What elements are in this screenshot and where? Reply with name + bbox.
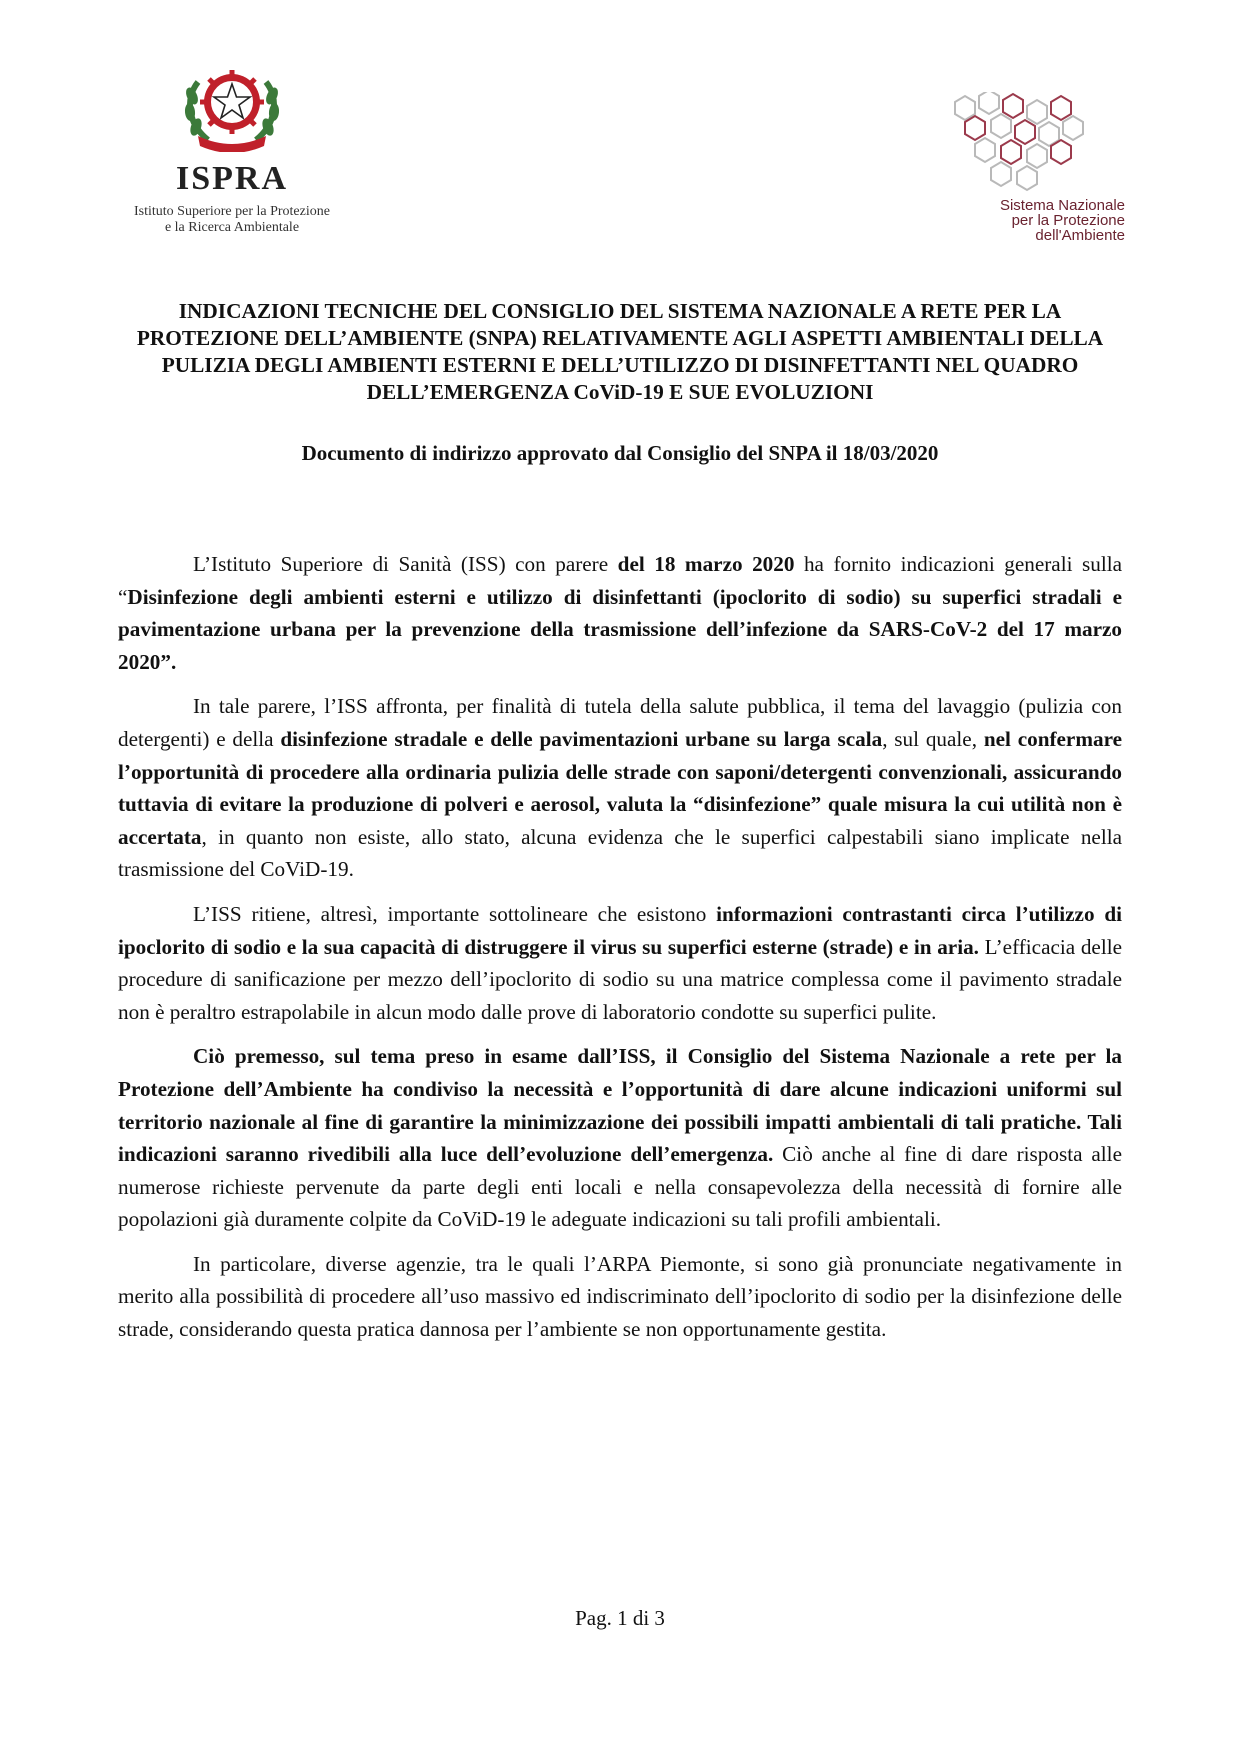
text-run: Ciò anche al fine di dare risposta alle numerose richieste pervenute da parte degli enti locali e nella consapevolezza della necessità di fornire alle popolazioni già duramente colpite da CoViD-19 le adeguate indicazioni su tali profili ambientali. bbox=[118, 1142, 1122, 1232]
bold-run: informazioni contrastanti circa l’utilizzo di ipoclorito di sodio e la sua capacità di distruggere il virus su superfici esterne (strade) e in aria. bbox=[118, 901, 1122, 959]
bold-run: nel confermare l’opportunità di procedere alla ordinaria pulizia delle strade con saponi/detergenti convenzionali, assicurando tuttavia di evitare la produzione di polveri e aerosol, valuta la “disinfezione” quale misura la cui utilità non è accertata bbox=[118, 726, 1123, 849]
bold-run: Disinfezione degli ambienti esterni e utilizzo di disinfettanti (ipoclorito di sodio) su superfici stradali e pavimentazione urbana per la prevenzione della trasmissione dell’infezione da SARS-CoV-2 del 17 marzo 2020”. bbox=[118, 584, 1122, 674]
document-subtitle: Documento di indirizzo approvato dal Consiglio del SNPA il 18/03/2020 bbox=[301, 441, 939, 465]
snpa-line-1: Sistema Nazionale bbox=[999, 197, 1125, 214]
snpa-logo bbox=[925, 92, 1135, 243]
text-run: , sul quale, bbox=[882, 726, 984, 751]
paragraph-4 bbox=[118, 1040, 1122, 1236]
text-run: L’ISS ritiene, altresì, importante sottolineare che esistono bbox=[193, 901, 717, 926]
paragraph-5 bbox=[118, 1248, 1122, 1346]
bold-run: Ciò premesso, sul tema preso in esame dall’ISS, il Consiglio del Sistema Nazionale a rete per la Protezione dell’Ambiente ha condiviso la necessità e l’opportunità di dare alcune indicazioni uniformi sul territorio nazionale al fine di garantire la minimizzazione dei possibili impatti ambientali di tali pratiche. Tali indicazioni saranno rivedibili alla luce dell’evoluzione dell’emergenza. bbox=[118, 1044, 1122, 1167]
text-run: ha fornito indicazioni generali sulla “ bbox=[118, 552, 1122, 609]
paragraph-3 bbox=[118, 898, 1122, 1028]
bold-run: disinfezione stradale e delle pavimentazioni urbane su larga scala bbox=[280, 726, 883, 751]
hexagon-cluster-icon bbox=[935, 92, 1115, 192]
page-number: Pag. 1 di 3 bbox=[575, 1606, 665, 1630]
paragraph-1 bbox=[118, 548, 1122, 678]
italian-emblem-icon bbox=[178, 62, 286, 152]
snpa-wordmark bbox=[925, 198, 1135, 243]
text-run: L’efficacia delle procedure di sanificazione per mezzo dell’ipoclorito di sodio su una matrice complessa come il pavimento stradale non è peraltro estrapolabile in alcun modo dalle prove di laboratorio condotte su superfici pulite. bbox=[118, 934, 1122, 1024]
document-title: INDICAZIONI TECNICHE DEL CONSIGLIO DEL SISTEMA NAZIONALE A RETE PER LA PROTEZIONE DELL’AMBIENTE (SNPA) RELATIVAMENTE AGLI ASPETTI AMBIENTALI DELLA PULIZIA DEGLI AMBIENTI ESTERNI E DELL’UTILIZZO DI DISINFETTANTI NEL QUADRO DELL’EMERGENZA CoViD-19 E SUE EVOLUZIONI bbox=[136, 299, 1104, 404]
paragraph-2 bbox=[118, 690, 1122, 886]
snpa-line-3: dell'Ambiente bbox=[1035, 227, 1125, 244]
ispra-subtitle-line-1: Istituto Superiore per la Protezione bbox=[134, 204, 330, 219]
text-run: L’Istituto Superiore di Sanità (ISS) con parere bbox=[193, 552, 618, 576]
ispra-subtitle bbox=[112, 204, 352, 236]
text-run: In tale parere, l’ISS affronta, per finalità di tutela della salute pubblica, il tema del lavaggio (pulizia con detergenti) e della bbox=[118, 694, 1122, 751]
document-body bbox=[118, 548, 1122, 1358]
snpa-line-2: per la Protezione bbox=[1011, 212, 1125, 229]
ispra-subtitle-line-2: e la Ricerca Ambientale bbox=[164, 220, 300, 235]
ispra-name: ISPRA bbox=[175, 160, 289, 197]
bold-run: del 18 marzo 2020 bbox=[617, 552, 795, 576]
ispra-logo bbox=[112, 62, 352, 236]
text-run: In particolare, diverse agenzie, tra le quali l’ARPA Piemonte, si sono già pronunciate negativamente in merito alla possibilità di procedere all’uso massivo ed indiscriminato dell’ipoclorito di sodio per la disinfezione delle strade, considerando questa pratica dannosa per l’ambiente se non opportunamente gestita. bbox=[118, 1251, 1122, 1342]
text-run: , in quanto non esiste, allo stato, alcuna evidenza che le superfici calpestabili siano implicate nella trasmissione del CoViD-19. bbox=[118, 824, 1122, 882]
